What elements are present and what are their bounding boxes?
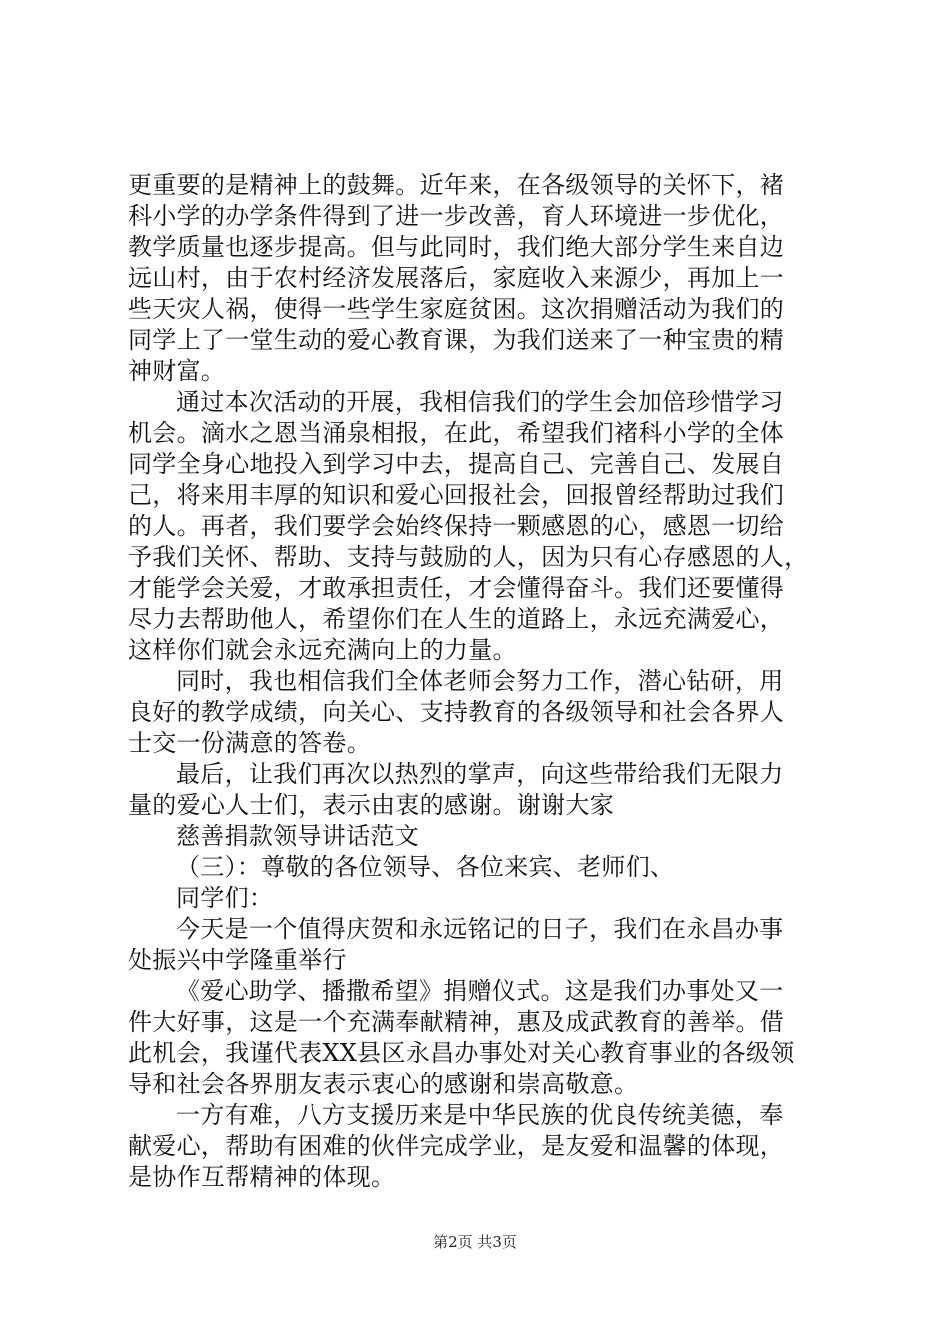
text-line: 尽力去帮助他人，希望你们在人生的道路上，永远充满爱心，	[128, 605, 785, 633]
section-heading: 慈善捐款领导讲话范文	[176, 822, 419, 850]
text-line: 才能学会关爱，才敢承担责任，才会懂得奋斗。我们还要懂得	[128, 574, 785, 602]
text-line: 一方有难，八方支援历来是中华民族的优良传统美德，奉	[176, 1101, 784, 1129]
page-number: 第2页 共3页	[433, 1233, 517, 1251]
text-line: 些天灾人祸，使得一些学生家庭贫困。这次捐赠活动为我们的	[128, 295, 785, 323]
text-line: （三）：尊敬的各位领导、各位来宾、老师们、	[176, 853, 675, 881]
text-line: 机会。滴水之恩当涌泉相报，在此，希望我们褚科小学的全体	[128, 419, 785, 447]
text-line: 导和社会各界朋友表示衷心的感谢和崇高敬意。	[128, 1070, 639, 1098]
text-line: 同学全身心地投入到学习中去，提高自己、完善自己、发展自	[128, 450, 785, 478]
text-line: 处振兴中学隆重举行	[128, 946, 347, 974]
text-line: 献爱心，帮助有困难的伙伴完成学业，是友爱和温馨的体现，	[128, 1132, 785, 1160]
text-line: 教学质量也逐步提高。但与此同时，我们绝大部分学生来自边	[128, 233, 785, 261]
text-line: 同时，我也相信我们全体老师会努力工作，潜心钻研，用	[176, 667, 784, 695]
text-line: 是协作互帮精神的体现。	[128, 1163, 396, 1191]
document-body	[128, 170, 828, 1193]
page-footer	[0, 1231, 950, 1252]
text-line: 这样你们就会永远充满向上的力量。	[128, 636, 517, 664]
text-line: 量的爱心人士们，表示由衷的感谢。谢谢大家	[128, 791, 614, 819]
text-line: 最后，让我们再次以热烈的掌声，向这些带给我们无限力	[176, 760, 784, 788]
text-line: 《爱心助学、播撒希望》捐赠仪式。这是我们办事处又一	[176, 977, 784, 1005]
text-line: 士交一份满意的答卷。	[128, 729, 371, 757]
text-line: 更重要的是精神上的鼓舞。近年来，在各级领导的关怀下，褚	[128, 171, 785, 199]
text-line: 远山村，由于农村经济发展落后，家庭收入来源少，再加上一	[128, 264, 785, 292]
text-line: 予我们关怀、帮助、支持与鼓励的人，因为只有心存感恩的人，	[128, 543, 809, 571]
text-line: 神财富。	[128, 357, 226, 385]
text-line: 的人。再者，我们要学会始终保持一颗感恩的心，感恩一切给	[128, 512, 785, 540]
text-line: 件大好事，这是一个充满奉献精神，惠及成武教育的善举。借	[128, 1008, 785, 1036]
text-line: 此机会，我谨代表XX县区永昌办事处对关心教育事业的各级领	[128, 1039, 795, 1067]
text-line: 同学们：	[176, 884, 274, 912]
text-line: 己，将来用丰厚的知识和爱心回报社会，回报曾经帮助过我们	[128, 481, 785, 509]
text-line: 良好的教学成绩，向关心、支持教育的各级领导和社会各界人	[128, 698, 785, 726]
text-line: 科小学的办学条件得到了进一步改善，育人环境进一步优化，	[128, 202, 785, 230]
text-line: 今天是一个值得庆贺和永远铭记的日子，我们在永昌办事	[176, 915, 784, 943]
text-line: 同学上了一堂生动的爱心教育课，为我们送来了一种宝贵的精	[128, 326, 785, 354]
text-line: 通过本次活动的开展，我相信我们的学生会加倍珍惜学习	[176, 388, 784, 416]
